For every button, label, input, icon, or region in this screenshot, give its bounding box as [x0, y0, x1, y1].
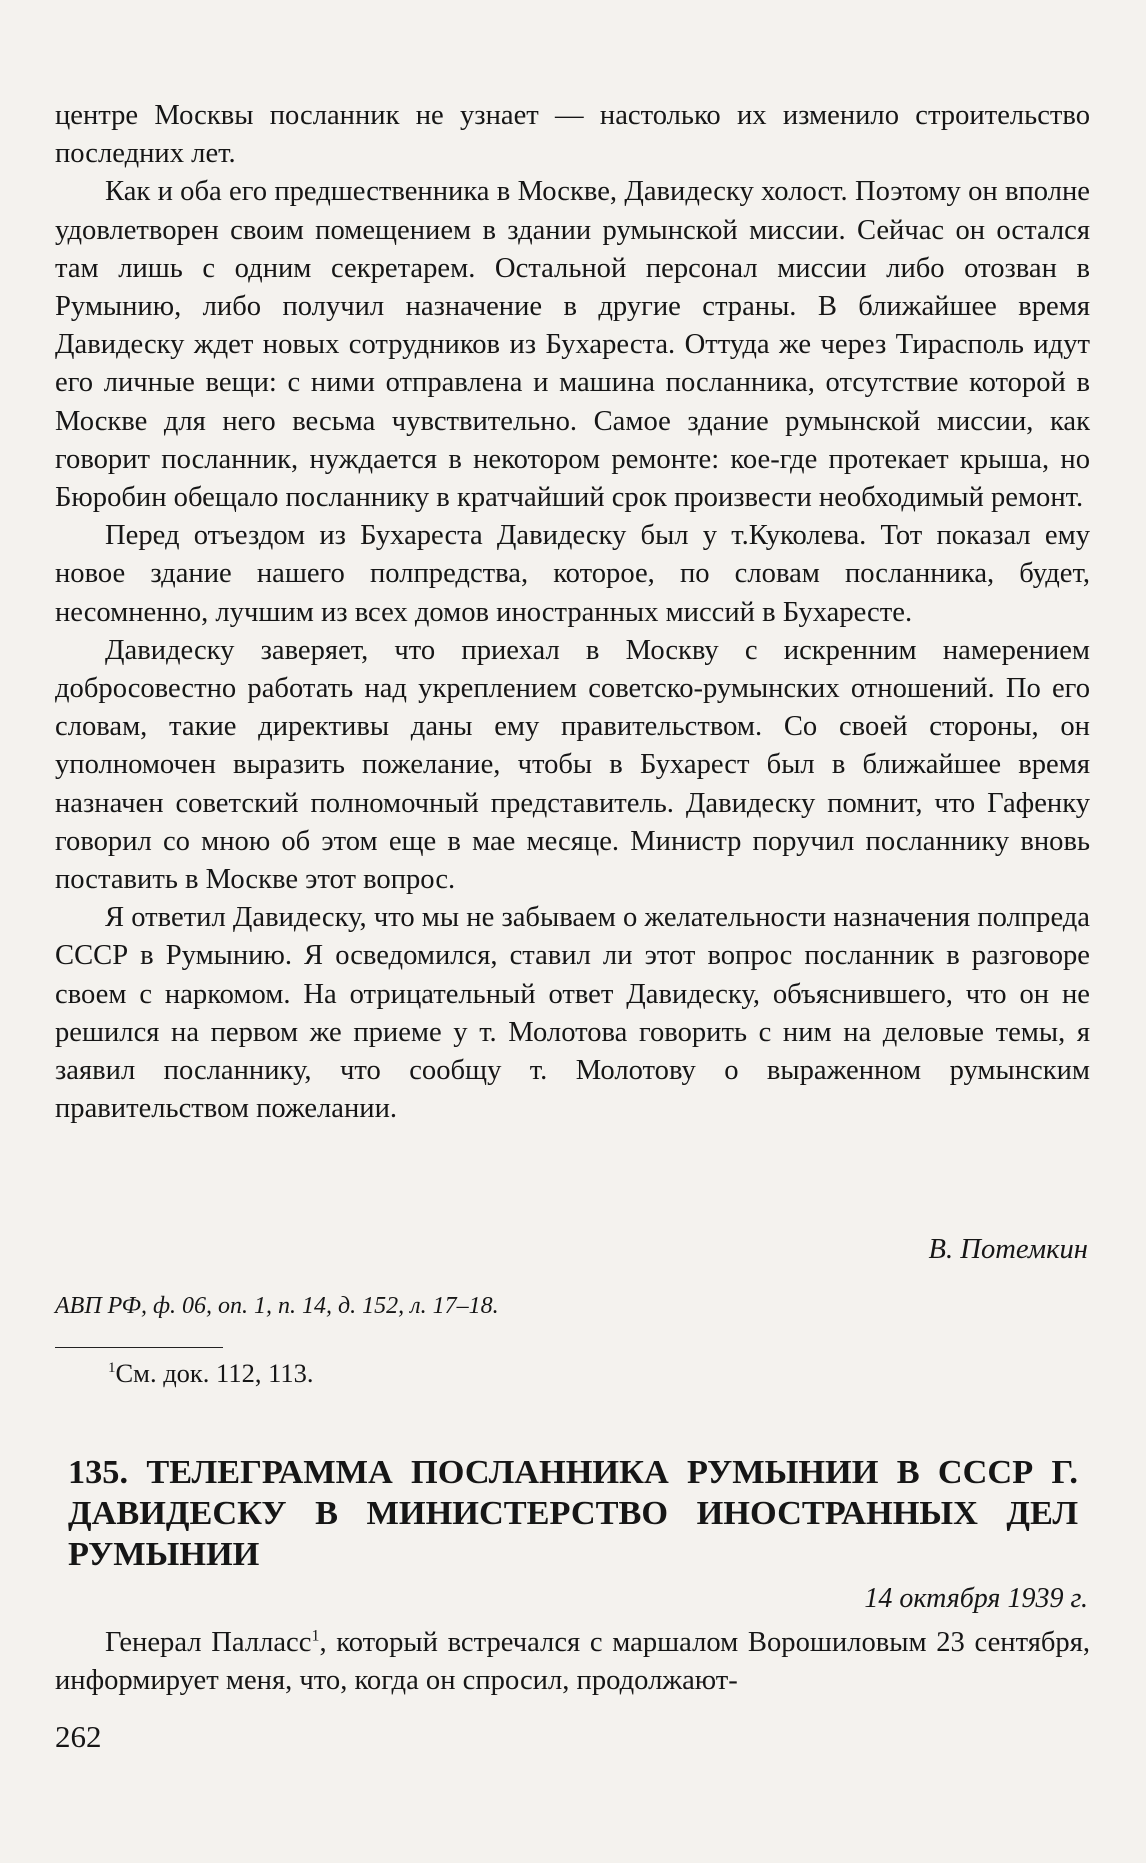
paragraph-intentions: Давидеску заверяет, что приехал в Москву с искренним намерением добросовестно работать над укреплением советско-румынских отношений. По его словам, такие директивы даны ему правительством. Со своей стороны, он уполномочен выразить пожелание, чтобы в Бухарест был в ближайшее время назначен советский полномочный представитель. Давидеску помнит, что Гафенку говорил со мною об этом еще в мае месяце. Министр поручил посланнику вновь поставить в Москве этот вопрос. [55, 634, 1090, 896]
telegram-footnote-mark: 1 [311, 1627, 320, 1645]
paragraph-residence: Как и оба его предшественника в Москве, Давидеску холост. Поэтому он вполне удовлетворен своим помещением в здании румынской миссии. Сейчас он остался там лишь с одним секретарем. Остальной персонал миссии либо отозван в Румынию, либо получил назначение в другие страны. В ближайшее время Давидеску ждет новых сотрудников из Бухареста. Оттуда же через Тирасполь идут его личные вещи: с ними отправлена и машина посланника, отсутствие которой в Москве для него весьма чувствительно. Самое здание румынской миссии, как говорит посланник, нуждается в некотором ремонте: кое-где протекает крыша, но Бюробин обещало посланнику в кратчайший срок произвести необходимый ремонт. [55, 176, 1090, 514]
signature: В. Потемкин [928, 1234, 1088, 1265]
footnote [108, 1358, 313, 1389]
footnote-mark: 1 [108, 1360, 116, 1377]
footnote-divider [55, 1347, 223, 1348]
footnote-text: См. док. 112, 113. [115, 1358, 314, 1388]
body-text [55, 97, 1090, 1128]
paragraph-continuation: центре Москвы посланник не узнает — настолько их изменило строительство последних лет. [55, 100, 1090, 170]
document-date: 14 октября 1939 г. [864, 1583, 1088, 1614]
document-heading: 135. ТЕЛЕГРАММА ПОСЛАННИКА РУМЫНИИ В СССР Г. ДАВИДЕСКУ В МИНИСТЕРСТВО ИНОСТРАННЫХ ДЕЛ РУМЫНИИ [68, 1453, 1078, 1573]
paragraph-reply: Я ответил Давидеску, что мы не забываем о желательности назначения полпреда СССР в Румынию. Я осведомился, ставил ли этот вопрос посланник в разговоре своем с наркомом. На отрицательный ответ Давидеску, объяснившего, что он не решился на первом же приеме у т. Молотова говорить с ним на деловые темы, я заявил посланнику, что сообщу т. Молотову о выраженном румынским правительством пожелании. [55, 902, 1090, 1125]
paragraph-bucharest-building: Перед отъездом из Бухареста Давидеску был у т.Куколева. Тот показал ему новое здание нашего полпредства, которое, по словам посланника, будет, несомненно, лучшим из всех домов иностранных миссий в Бухаресте. [55, 520, 1090, 628]
telegram-text-rest: , который встречался с маршалом Ворошиловым 23 сентября, информирует меня, что, когда он спросил, продолжают- [55, 1627, 1090, 1697]
archive-source: АВП РФ, ф. 06, оп. 1, п. 14, д. 152, л. 17–18. [55, 1293, 499, 1319]
telegram-text [55, 1624, 1090, 1700]
telegram-text-start: Генерал Палласс [105, 1627, 312, 1658]
paragraph-telegram-start [55, 1624, 1090, 1700]
page-number: 262 [55, 1719, 102, 1754]
